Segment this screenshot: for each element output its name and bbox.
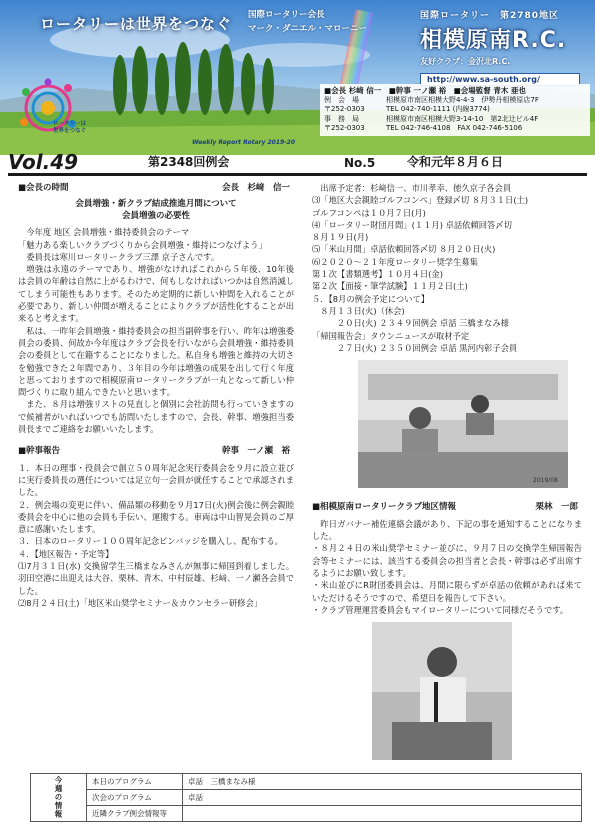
weekly-report-label: Weekly Report Rotary 2019-20 [192,139,296,146]
list-item: ２．例会場の変更に伴い、備品類の移動を９月17日(火)例会後に例会親睦委員会を中心に他の会員も手伝い、運搬する。車両は中山智晃会員のご厚意に感謝いたします。 [18,499,294,535]
district-author: 栗林 一郎 [535,502,578,513]
paragraph: ・米山並びにR財団委員会は、月間に限らずが卓話の依頼があれば来ていただけるそうですので、希望日を報告して下さい。 [312,580,582,603]
club-url-link[interactable]: http://www.sa-south.org/ [420,73,580,86]
meeting-place-row: 例 会 場 相模原市南区相模大野4-4-3 伊勢丹相模原店7F [324,95,539,104]
officers-info [320,84,590,136]
issue-number: No.5 [344,156,376,170]
table-cell-key: 次会のプログラム [87,790,183,806]
speaker-photo [372,622,512,760]
meeting-number: 第2348回例会 [148,155,230,169]
week-info-table [30,773,582,822]
table-cell-value [183,806,582,822]
club-identity [420,8,590,86]
paragraph: ・クラブ管理運営委員会もマイロータリーについて同様だそうです。 [312,604,569,615]
volume-number: Vol.49 [8,150,79,174]
list-item: 第２次【面接・筆学試験】１１月２日(土) [312,281,468,292]
list-item: ⑴7月３１日(水) 交換留学生三橋まなみさんが無事に帰国到着しました。羽田空港に出迎えは大谷、栗林、青木、中村辰雄、杉﨑、一ノ瀬各会員でした。 [18,561,294,596]
list-item: 出席予定者：杉﨑信一、市川孝幸、徳久京子各会員 [320,183,512,193]
list-item: ２７日(火) ２３５０回例会 卓話 黒河内彰子会員 [336,342,518,353]
paragraph: ・８月２４日の米山奨学セミナー並びに、９月７日の交換学生帰国報告会等セミナーには、該当する委員会の担当者と会長・幹事は必ず出席するようにお願い致します。 [312,543,582,578]
district-label: 国際ロータリー 第2780地区 [420,11,560,21]
table-row [31,774,582,790]
table-cell-value: 卓話 三橋まなみ様 [183,774,582,790]
list-item: ⑹２０２０～２１年度ロータリー奨学生募集 [312,256,478,267]
ri-president-label: 国際ロータリー会長 [248,10,325,20]
secretary-section-heading: ■幹事報告 幹事 一ノ瀬 裕 [18,445,294,457]
week-info-label: 今週の情報 [31,774,87,822]
district-section-heading: ■相模原南ロータリークラブ地区情報 栗林 一郎 [312,501,582,513]
office-contact-row: 〒252-0303 TEL 042-746-4108 FAX 042-746-5106 [324,124,523,133]
ri-president-name: マーク・ダニエル・マローニー [248,24,368,34]
logo-caption: ロータリーは 世界をつなぐ [53,121,87,134]
paragraph: 「魅力ある楽しいクラブづくりから会員増強・維持につなげよう」 [18,239,267,250]
newsletter-header [0,0,595,155]
list-item: ゴルフコンペは１０月７日(月) [312,207,426,218]
list-item: ⑷「ロータリー財団月間」(１１月) 卓話依頼回答〆切 [312,219,512,230]
left-column [18,182,294,609]
table-cell-value: 卓話 [183,790,582,806]
office-row: 事 務 局 相模原市南区相模大野3-14-10 第2北辻ビル4F [324,114,539,123]
table-cell-key: 近隣クラブ例会情報等 [87,806,183,822]
secretary-author: 幹事 一ノ瀬 裕 [221,446,290,457]
list-item: ８月１３日(火)（休会) [320,305,405,316]
paragraph: 委員長は寒川ロータリークラブ三澤 京子さんです。 [26,251,220,262]
president-title: 会員増強・新クラブ結成推進月間について 会員増強の必要性 [75,199,237,222]
list-item: ４．【地区報告・予定等】 [18,548,114,559]
list-item: 「帰国報告会」タウンニュースが取材予定 [312,330,470,341]
list-item: １．本日の理事・役員会で創立５０周年記念実行委員会を９月に設立並びに実行委員長の選任については足立句一会員が就任することで承認されました。 [18,462,294,498]
meeting-contact-row: 〒252-0303 TEL 042-740-1111 (内線3774) [324,105,490,114]
paragraph: 昨日ガバナー補佐連絡会議があり、下記の事を通知することになりました。 [312,518,582,542]
club-name: 相模原南R.C. [420,28,567,53]
svg-text:2019/08: 2019/08 [533,477,558,485]
right-column [312,182,582,763]
list-item: 第１次【書類選考】１０月４日(金) [312,269,443,280]
issue-date: 令和元年８月６日 [407,155,504,169]
president-section-heading: ■会長の時間 会長 杉﨑 信一 [18,182,294,194]
list-item: ⑵8月２４日(土)「地区米山奨学セミナー＆カウンセラー研修会」 [18,597,263,608]
table-cell-key: 本日のプログラム [87,774,183,790]
list-item: ⑸「米山月間」卓話依頼回答〆切 ８月２０日(火) [312,244,496,255]
list-item: ２０日(火) ２３４９回例会 卓話 三橋まなみ様 [336,318,509,329]
paragraph: 今年度 地区 会員増強・維持委員会のテーマ [26,227,190,238]
table-row [31,806,582,822]
table-row [31,790,582,806]
list-item: ⑶「地区大会親睦ゴルフコンペ」登録〆切 ８月３１日(土) [312,195,529,206]
officer-names: ■会長 杉﨑 信一 ■幹事 一ノ瀬 裕 ■会場監督 青木 亜也 [324,86,526,95]
list-item: ８月１９日(月) [312,232,369,243]
sister-club: 友好クラブ：金沢北R.C. [420,57,511,66]
paragraph: 増強は永遠のテーマであり、増強がなければこれから５年後、10年後は会員の年齢は自然に上がるわけで、何もしなければいつかは自然消滅してしまう可能性もあります。そのため定期的に新しい仲間を入れることが必要であり、新しい仲間が増えることによりクラブが活性化することが出来ると考えます。 [18,264,294,324]
issue-bar [8,152,587,176]
list-item: ３．日本のロータリー１００周年記念ピンバッジを購入し、配布する。 [18,536,283,547]
president-author: 会長 杉﨑 信一 [221,183,290,193]
paragraph: また、８月は増強リストの見直しと個別に会社訪問も行っていきますので候補者がいればいつでも訪問いたしますので、会長、幹事、増強担当委員長までご連絡をお願いいたします。 [18,399,294,435]
rotary-theme-slogan: ロータリーは世界をつなぐ [40,15,233,33]
meeting-photo [358,360,568,488]
list-item: ５．【8月の例会予定について】 [312,293,430,304]
paragraph: 私は、一昨年会員増強・維持委員会の担当副幹事を行い、昨年は増強委員会の委員、何故か今年度はクラブ会長を行いながら会員増強・維持委員会の委員として在籍することになりました。私自身も増強と維持の大切さを勉強できた２年間であり、３年目の今年は増強の成果を出して行く年度と思っておりますので相模原南ロータリークラブが一丸となって新しい仲間づくりに取り組んできたいと思います。 [18,325,294,398]
